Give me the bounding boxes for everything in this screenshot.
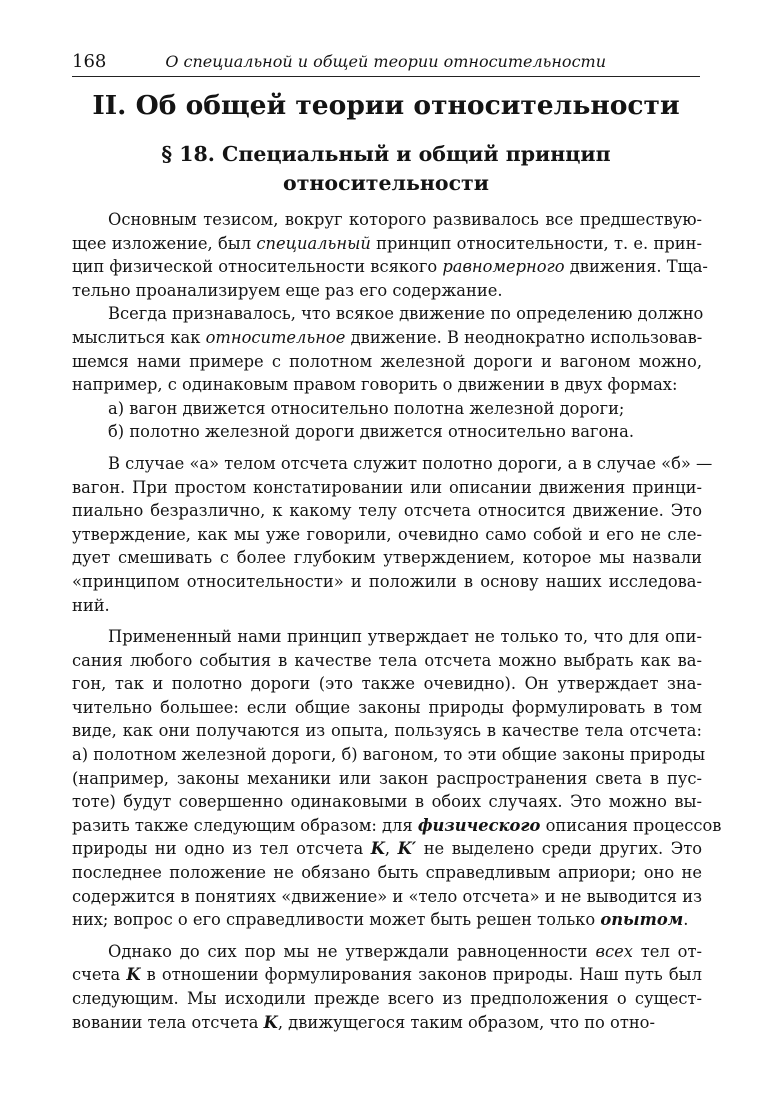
text-run: не выделено среди других. Это (416, 839, 703, 859)
text-line: а) вагон движется относительно полотна железной дороги; (108, 398, 625, 418)
text-line (72, 814, 722, 838)
text-line (72, 326, 702, 350)
paragraph (72, 452, 713, 617)
chapter-title: II. Об общей теории относительности (92, 90, 680, 121)
math-symbol: K (263, 1012, 278, 1032)
text-line (72, 908, 702, 932)
text-line: тельно проанализируем еще раз его содержание. (72, 280, 503, 300)
text-run: движение. В неоднократно использовав- (345, 327, 703, 347)
text-line: гон, так и полотно дороги (это также очевидно). Он утверждает зна- (72, 674, 702, 694)
text-line (72, 232, 702, 256)
text-line: дует смешивать с более глубоким утверждением, которое мы назвали (72, 548, 702, 568)
text-line: последнее положение не обязано быть справедливым априори; оно не (72, 863, 702, 883)
text-line: ний. (72, 595, 110, 615)
paragraph (72, 208, 708, 302)
text-run: счета (72, 965, 127, 985)
math-symbol: K′ (397, 839, 417, 859)
text-line: тоте) будут совершенно одинаковыми в обоих случаях. Это можно вы- (72, 792, 702, 812)
text-line (72, 963, 702, 987)
section-title-line-2: относительности (283, 171, 489, 195)
text-line (72, 837, 702, 861)
text-line: б) полотно железной дороги движется относительно вагона. (108, 422, 635, 442)
paragraph (72, 625, 722, 932)
paragraph-gap (72, 932, 702, 940)
italic-emphasis: всех (595, 941, 633, 961)
text-line: (например, законы механики или закон распространения света в пус- (72, 768, 702, 788)
text-run: них; вопрос о его справедливости может быть решен только (72, 910, 601, 930)
text-run: разить также следующим образом: для (72, 815, 418, 835)
text-run: тел от- (632, 941, 702, 961)
text-line: следующим. Мы исходили прежде всего из предположения о сущест- (72, 989, 702, 1008)
paragraph (72, 940, 702, 1034)
paragraph (72, 397, 702, 421)
text-line: утверждение, как мы уже говорили, очевидно само собой и его не сле- (72, 524, 702, 544)
text-line: «принципом относительности» и положили в основу наших исследова- (72, 571, 702, 591)
text-line (72, 940, 702, 964)
text-line: Всегда признавалось, что всякое движение по определению должно (108, 304, 704, 324)
text-line: вагон. При простом констатировании или описании движения принци- (72, 477, 702, 497)
page-number: 168 (72, 51, 107, 72)
text-run: движения. Тща- (564, 257, 708, 277)
math-symbol: K (370, 839, 385, 859)
text-run: в отношении формулирования законов природы. Наш путь был (140, 965, 702, 985)
text-run: , (384, 839, 398, 859)
text-line: Основным тезисом, вокруг которого развивалось все предшествую- (108, 210, 702, 229)
text-run: описания процессов (540, 815, 722, 835)
section-title-line-1: § 18. Специальный и общий принцип (161, 142, 611, 166)
text-run: вовании тела отсчета (72, 1012, 264, 1032)
italic-emphasis: специальный (256, 233, 371, 253)
text-line: Примененный нами принцип утверждает не только то, что для опи- (108, 627, 702, 647)
text-line: виде, как они получаются из опыта, пользуясь в качестве тела отсчета: (72, 721, 702, 741)
text-line: содержится в понятиях «движение» и «тело отсчета» и не выводится из (72, 886, 702, 906)
text-run: , движущегося таким образом, что по отно- (277, 1012, 655, 1032)
text-line: чительно большее: если общие законы природы формулировать в том (72, 697, 702, 717)
text-line: сания любого события в качестве тела отсчета можно выбрать как ва- (72, 650, 702, 670)
text-run: . (683, 910, 689, 930)
paragraph (72, 420, 702, 444)
text-line: например, с одинаковым правом говорить о движении в двух формах: (72, 375, 678, 395)
text-run: природы ни одно из тел отсчета (72, 839, 371, 859)
text-run: мыслиться как (72, 327, 206, 347)
section-title (72, 140, 700, 198)
text-line: пиально безразлично, к какому телу отсчета относится движение. Это (72, 501, 702, 521)
paragraph-gap (72, 617, 702, 625)
paragraph (72, 302, 702, 396)
running-title: О специальной и общей теории относительности (165, 52, 606, 71)
bold-italic-emphasis: опытом (600, 910, 684, 930)
text-run: принцип относительности, т. е. прин- (370, 233, 702, 253)
text-line (72, 1011, 702, 1035)
bold-italic-emphasis: физического (417, 815, 541, 835)
text-line: В случае «а» телом отсчета служит полотно дороги, а в случае «б» — (108, 453, 713, 473)
running-head (72, 50, 700, 77)
math-symbol: K (126, 965, 141, 985)
text-run: щее изложение, был (72, 233, 257, 253)
text-run: Однако до сих пор мы не утверждали равноценности (108, 941, 596, 961)
text-line (72, 255, 708, 279)
italic-emphasis: относительное (205, 327, 346, 347)
paragraph-gap (72, 444, 702, 452)
text-run: цип физической относительности всякого (72, 257, 443, 277)
body-text (72, 208, 722, 1034)
text-line: а) полотном железной дороги, б) вагоном, то эти общие законы природы (72, 745, 706, 765)
italic-emphasis: равномерного (442, 257, 565, 277)
text-line: шемся нами примере с полотном железной дороги и вагоном можно, (72, 351, 702, 371)
